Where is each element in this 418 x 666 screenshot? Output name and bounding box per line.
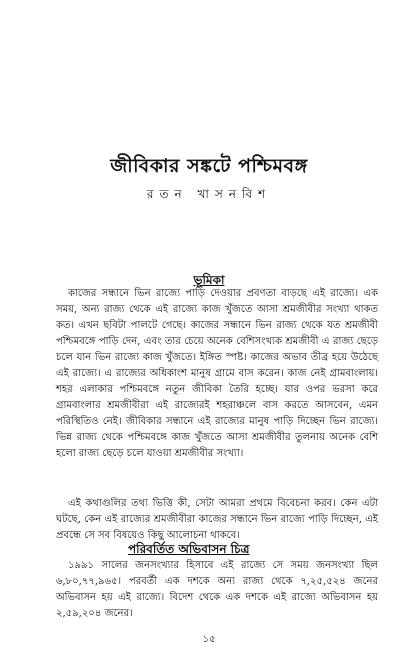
body-paragraph: এই কথাগুলির তথ্য ভিত্তি কী, সেটা আমরা প্রথমে বিবেচনা করব। কেন এটা ঘটছে, কেন এই রাজ্যের শ্রমজীবীরা কাজের সন্ধানে ভিন রাজ্যে পাড়ি দিচ্ছেন, এই প্রবন্ধে সে সব বিষয়েও কিছু আলোচনা থাকবে।	[56, 498, 378, 541]
section-heading-introduction: ভূমিকা	[193, 273, 225, 287]
page-number: ১৫	[202, 634, 216, 645]
author-name: রতন খাসনবিশ	[146, 187, 272, 201]
body-paragraph: ১৯৯১ সালের জনসংখ্যার হিসাবে এই রাজ্যে সে সময় জনসংখ্যা ছিল ৬,৮০,৭৭,৯৬৫। পরবর্তী এক দশকে অন্য রাজ্য থেকে ৭,২৫,৫২৪ জনের অভিবাসন হয় এই রাজ্যে। বিদেশ থেকে এক দশকে এই রাজ্যে অভিবাসন হয় ২,৫৯,২০৪ জনের।	[56, 560, 378, 619]
body-paragraph: কাজের সন্ধানে ভিন রাজ্যে পাড়ি দেওয়ার প্রবণতা বাড়ছে এই রাজ্যে। এক সময়, অন্য রাজ্য থেকে এই রাজ্যে কাজ খুঁজতে আসা শ্রমজীবীর সংখ্যা থাকত কত। এখন ছবিটা পালটে গেছে। কাজের সন্ধানে ভিন রাজ্য থেকে যত শ্রমজীবী পশ্চিমবঙ্গে পাড়ি দেন, এবং তার চেয়ে অনেক বেশিসংখ্যক শ্রমজীবী এ রাজ্য ছেড়ে চলে যান ভিন রাজ্যে কাজ খুঁজতে। ইঙ্গিত স্পষ্ট। কাজের অভাব তীব্র হয়ে উঠেছে এই রাজ্যে। এ রাজ্যের অধিকাংশ মানুষ গ্রামে বাস করেন। কাজ নেই গ্রামবাংলায়। শহর এলাকার পশ্চিমবঙ্গে নতুন জীবিকা তৈরি হচ্ছে। যার ওপর ভরসা করে গ্রামবাংলার শ্রমজীবীরা এই রাজ্যেরই শহরাঞ্চলে বাস করতে আসবেন, এমন পরিস্থিতিও নেই। জীবিকার সন্ধানে এই রাজ্যের মানুষ পাড়ি দিচ্ছেন ভিন রাজ্যে। ভিন্ন রাজ্য থেকে পশ্চিমবঙ্গে কাজ খুঁজতে আসা শ্রমজীবীর তুলনায় অনেক বেশি হলো রাজ্য ছেড়ে চলে যাওয়া শ্রমজীবীর সংখ্যা।	[56, 288, 378, 459]
section-heading-migration: পরিবর্তিত অভিবাসন চিত্র	[128, 542, 250, 556]
chapter-title: জীবিকার সঙ্কটে পশ্চিমবঙ্গ	[110, 155, 308, 177]
